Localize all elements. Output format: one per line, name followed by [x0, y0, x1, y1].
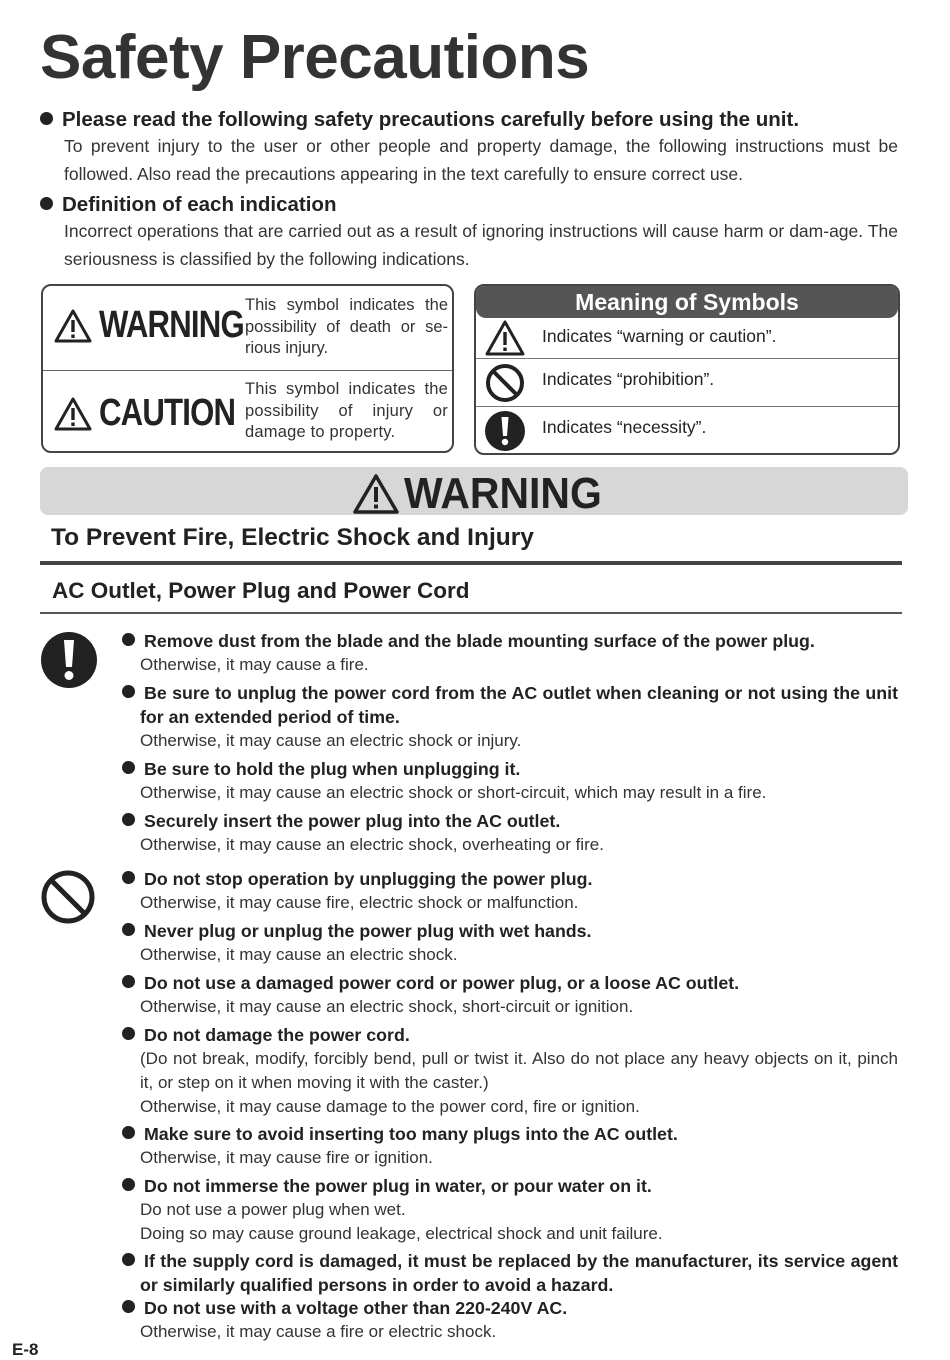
item-note: Otherwise, it may cause an electric shock or injury. [140, 731, 522, 750]
item-heading [122, 1023, 898, 1047]
definition-text: Incorrect operations that are carried out as a result of ignoring instructions will cause harm or dam-age. The seriousness is classified by the following indications. [64, 221, 898, 269]
bullet-dot [122, 871, 135, 884]
list-item [122, 867, 898, 915]
list-item [122, 757, 898, 805]
item-heading [122, 1249, 898, 1297]
intro-text: To prevent injury to the user or other people and property damage, the following instructions must be followed. Also read the precautions appearing in the text carefully to ensure correct use. [64, 136, 898, 184]
item-heading [122, 867, 898, 891]
page-title: Safety Precautions [40, 23, 590, 92]
bullet-dot [122, 1253, 135, 1266]
bullet-dot [122, 761, 135, 774]
page-number: E-8 [12, 1340, 39, 1359]
warning-banner-content [352, 469, 617, 519]
subsection-title: AC Outlet, Power Plug and Power Cord [52, 578, 470, 603]
symbol-row-warning [476, 318, 898, 359]
item-note: Otherwise, it may cause an electric shock or short-circuit, which may result in a fire. [140, 783, 767, 802]
item-note: Otherwise, it may cause an electric shock, overheating or fire. [140, 835, 604, 854]
caution-definition-text: This symbol indicates the possibility of injury or damage to property. [245, 380, 448, 441]
item-heading [122, 1174, 898, 1198]
section-divider [40, 561, 902, 565]
list-item [122, 1296, 898, 1344]
item-note: Do not use a power plug when wet. [140, 1200, 406, 1219]
item-note: (Do not break, modify, forcibly bend, pull or twist it. Also do not place any heavy objects on it, pinch it, or step on it when moving it with the caster.) [140, 1049, 898, 1092]
item-note: Otherwise, it may cause an electric shock, short-circuit or ignition. [140, 997, 634, 1016]
item-note: Otherwise, it may cause fire, electric shock or malfunction. [140, 893, 579, 912]
warning-label-text: WARNING [99, 304, 244, 346]
item-heading-text: Be sure to hold the plug when unplugging it. [144, 759, 521, 779]
list-item [122, 629, 898, 677]
item-heading-text: Never plug or unplug the power plug with wet hands. [144, 921, 592, 941]
list-item [122, 971, 898, 1019]
item-heading [122, 1296, 898, 1320]
bullet-dot [122, 1126, 135, 1139]
symbols-legend-box [474, 284, 900, 455]
warning-definition-row [43, 286, 452, 371]
item-heading-text: Do not use a damaged power cord or power plug, or a loose AC outlet. [144, 973, 740, 993]
item-heading [122, 919, 898, 943]
item-note: Otherwise, it may cause damage to the power cord, fire or ignition. [140, 1097, 640, 1116]
item-heading-text: Securely insert the power plug into the AC outlet. [144, 811, 561, 831]
item-heading-text: Remove dust from the blade and the blade mounting surface of the power plug. [144, 631, 815, 651]
list-item [122, 1174, 898, 1246]
bullet-dot [122, 1178, 135, 1191]
item-note: Doing so may cause ground leakage, electrical shock and unit failure. [140, 1224, 663, 1243]
prohibition-icon [484, 362, 526, 404]
item-heading [122, 757, 898, 781]
bullet-dot [122, 923, 135, 936]
definition-heading-text: Definition of each indication [62, 193, 337, 216]
list-item [122, 1249, 898, 1297]
bullet-dot [40, 197, 53, 210]
indication-definition-box [41, 284, 454, 453]
item-heading [122, 971, 898, 995]
warning-banner [40, 467, 908, 518]
warning-definition-text: This symbol indicates the possibility of death or se-rious injury. [245, 296, 448, 357]
item-heading-text: Do not use with a voltage other than 220-240V AC. [144, 1298, 568, 1318]
symbol-text-warning: Indicates “warning or caution”. [542, 326, 777, 346]
item-heading-text: Do not stop operation by unplugging the power plug. [144, 869, 593, 889]
warning-triangle-icon [484, 319, 526, 357]
item-heading-text: Be sure to unplug the power cord from the AC outlet when cleaning or not using the unit for an extended period of time. [140, 683, 898, 727]
list-item [122, 1122, 898, 1170]
item-heading-text: If the supply cord is damaged, it must be replaced by the manufacturer, its service agent or similarly qualified persons in order to avoid a hazard. [140, 1251, 898, 1295]
item-note: Otherwise, it may cause fire or ignition. [140, 1148, 433, 1167]
bullet-dot [122, 813, 135, 826]
bullet-dot [122, 975, 135, 988]
necessity-icon [484, 410, 526, 452]
bullet-dot [122, 633, 135, 646]
section-title: To Prevent Fire, Electric Shock and Injury [51, 524, 534, 551]
item-heading [122, 629, 898, 653]
necessity-icon [40, 631, 98, 689]
warning-label [53, 304, 276, 347]
symbols-legend-title: Meaning of Symbols [476, 286, 898, 318]
item-note: Otherwise, it may cause a fire or electric shock. [140, 1322, 497, 1341]
item-note: Otherwise, it may cause a fire. [140, 655, 369, 674]
item-heading-text: Do not immerse the power plug in water, or pour water on it. [144, 1176, 652, 1196]
warning-triangle-icon [352, 473, 400, 515]
caution-label-text: CAUTION [99, 392, 236, 434]
intro-heading-text: Please read the following safety precautions carefully before using the unit. [62, 108, 800, 131]
item-note: Otherwise, it may cause an electric shock. [140, 945, 458, 964]
bullet-dot [122, 1027, 135, 1040]
item-heading [122, 681, 898, 729]
warning-triangle-icon [53, 308, 93, 344]
item-heading-text: Make sure to avoid inserting too many plugs into the AC outlet. [144, 1124, 678, 1144]
subsection-divider [40, 612, 902, 614]
bullet-dot [122, 1300, 135, 1313]
symbol-text-prohibition: Indicates “prohibition”. [542, 369, 715, 389]
item-heading [122, 1122, 898, 1146]
warning-triangle-icon [53, 396, 93, 432]
item-heading-text: Do not damage the power cord. [144, 1025, 410, 1045]
warning-banner-text: WARNING [404, 469, 602, 518]
symbol-text-necessity: Indicates “necessity”. [542, 417, 707, 437]
item-heading [122, 809, 898, 833]
caution-label [53, 392, 265, 435]
bullet-dot [122, 685, 135, 698]
intro-heading [40, 108, 799, 132]
caution-definition-row [43, 371, 452, 453]
prohibition-icon [40, 869, 96, 925]
list-item [122, 1023, 898, 1119]
symbol-row-necessity [476, 407, 898, 455]
symbol-row-prohibition [476, 358, 898, 407]
list-item [122, 919, 898, 967]
list-item [122, 809, 898, 857]
list-item [122, 681, 898, 753]
definition-heading [40, 193, 336, 217]
bullet-dot [40, 112, 53, 125]
